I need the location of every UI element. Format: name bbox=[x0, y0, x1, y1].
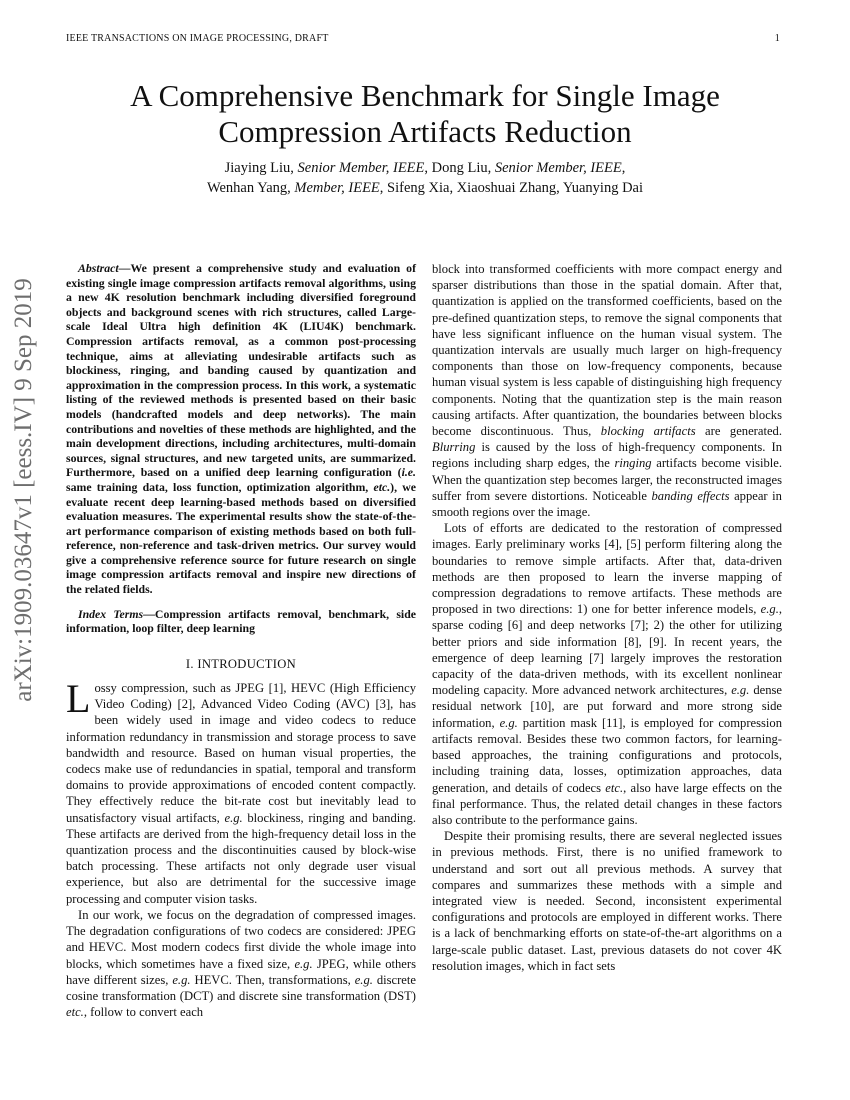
journal-name: IEEE TRANSACTIONS ON IMAGE PROCESSING, DRAFT bbox=[66, 33, 329, 44]
right-paragraph-2: Lots of efforts are dedicated to the restoration of compressed images. Early preliminary works [4], [5] perform filtering along the boundaries to remove simple artifacts. After that, data-driven methods are then proposed to learn the inverse mapping of compression degradations to remove artifacts. These methods are proposed in two directions: 1) one for better inference models, e.g., sparse coding [6] and deep networks [7]; 2) the other for utilizing better priors and side information [8], [9]. In recent years, the emergence of deep learning [7] largely improves the restoration capacity of the data-driven methods, with its excellent nonlinear modeling capacity. More advanced network architectures, e.g. dense residual network [10], are put forward and more strong side information, e.g. partition mask [11], is employed for compression artifacts removal. Besides these two common factors, for learning-based approaches, the training configurations and protocols, including training data, losses, optimization approaches, data generation, and details of codecs etc., also have large effects on the final performance. Thus, the related detail changes in these factors also contribute to the performance gains. bbox=[432, 521, 783, 827]
right-paragraph-1: block into transformed coefficients with more compact energy and sparser distributions than those in the spatial domain. After that, quantization is applied on the transformed coefficients, based on the pre-defined quantization steps, to remove the signal components that have less significant influence on the human visual system. The quantization intervals are usually much larger on high-frequency components than those on low-frequency components, because human visual system is less capable of distinguishing high frequency components. Noting that the quantization step is the main reason causing artifacts. After quantization, the boundaries between blocks become discontinuous. Thus, blocking artifacts are generated. Blurring is caused by the loss of high-frequency components. In regions including sharp edges, the ringing artifacts become visible. When the quantization step becomes larger, the reconstructed images suffer from severe distortions. Noticeable banding effects appear in smooth regions over the image. bbox=[432, 262, 783, 520]
abstract: Abstract—We present a comprehensive study and evaluation of existing single image compression artifacts removal algorithms, using a new 4K resolution benchmark including diversified foreground objects and background scenes with rich structures, called Large-scale Ideal Ultra high definition 4K (LIU4K) benchmark. Compression artifacts removal, as a common post-processing technique, aims at alleviating undesirable artifacts such as blockiness, ringing, and banding caused by quantization and approximation in the compression process. In this work, a systematic listing of the reviewed methods is presented based on their basic models (handcrafted models and deep networks). The main contributions and novelties of these methods are highlighted, and the main development directions, including architectures, multi-domain sources, signal structures, and new targeted units, are summarized. Furthermore, based on a unified deep learning configuration (i.e. same training data, loss function, optimization algorithm, etc.), we evaluate recent deep learning-based methods based on diversified evaluation measures. The experimental results show the state-of-the-art performance comparison of existing methods based on both full-reference, non-reference and task-driven metrics. Our survey would give a comprehensive reference source for future research on single image compression artifacts removal and inspire new directions of the related fields. bbox=[66, 261, 416, 597]
title-line-1: A Comprehensive Benchmark for Single Image bbox=[130, 78, 720, 113]
author-line-1: Jiaying Liu, Senior Member, IEEE, Dong Liu, Senior Member, IEEE, bbox=[224, 160, 626, 176]
index-terms: Index Terms—Compression artifacts removal, benchmark, side information, loop filter, deep learning bbox=[66, 606, 416, 636]
page-number: 1 bbox=[774, 33, 780, 44]
left-column bbox=[66, 261, 416, 1020]
intro-paragraph-1: Lossy compression, such as JPEG [1], HEVC (High Efficiency Video Coding) [2], Advanced Video Coding (AVC) [3], has been widely used in image and video codecs to reduce information redundancy in transmission and storage process to save bandwidth and resource. Based on human visual properties, the codecs make use of redundancies in spatial, temporal and transform domains to provide approximations of encoded content compactly. They effectively reduce the bit-rate cost but inevitably lead to unsatisfactory visual artifacts, e.g. blockiness, ringing and banding. These artifacts are derived from the high-frequency detail loss in the quantization process and the discontinuities caused by block-wise batch processing. These artifacts not only degrade user visual experience, but also are detrimental for the successive image processing and computer vision tasks. bbox=[66, 676, 416, 906]
right-paragraph-3: Despite their promising results, there are several neglected issues in previous methods. First, there is no unified framework to understand and sort out all previous methods. A survey that compares and summarizes these methods with a simple and integrated view is needed. Second, inconsistent experimental configurations and protocols are employed in different works. There is a lack of benchmarking efforts on state-of-the-art algorithms on a large-scale public dataset. Last, previous datasets do not cover 4K resolution images, which in fact sets bbox=[432, 829, 782, 973]
drop-cap: L bbox=[66, 676, 91, 722]
author-line-2: Wenhan Yang, Member, IEEE, Sifeng Xia, Xiaoshuai Zhang, Yuanying Dai bbox=[206, 180, 644, 196]
arxiv-sidebar bbox=[4, 278, 44, 702]
author-list bbox=[60, 158, 790, 198]
arxiv-identifier: arXiv:1909.03647v1 [eess.IV] 9 Sep 2019 bbox=[10, 278, 37, 702]
title-line-2: Compression Artifacts Reduction bbox=[218, 114, 632, 149]
intro-paragraph-2: In our work, we focus on the degradation of compressed images. The degradation configurations of two codecs are considered: JPEG and HEVC. Most modern codecs first divide the whole image into blocks, which sometimes have a fixed size, e.g. JPEG, while others have different sizes, e.g. HEVC. Then, transformations, e.g. discrete cosine transformation (DCT) and discrete sine transformation (DST) etc., follow to convert each bbox=[66, 907, 416, 1020]
paper-title bbox=[40, 78, 810, 150]
right-column bbox=[432, 261, 782, 974]
section-heading-introduction: I. INTRODUCTION bbox=[185, 656, 297, 671]
